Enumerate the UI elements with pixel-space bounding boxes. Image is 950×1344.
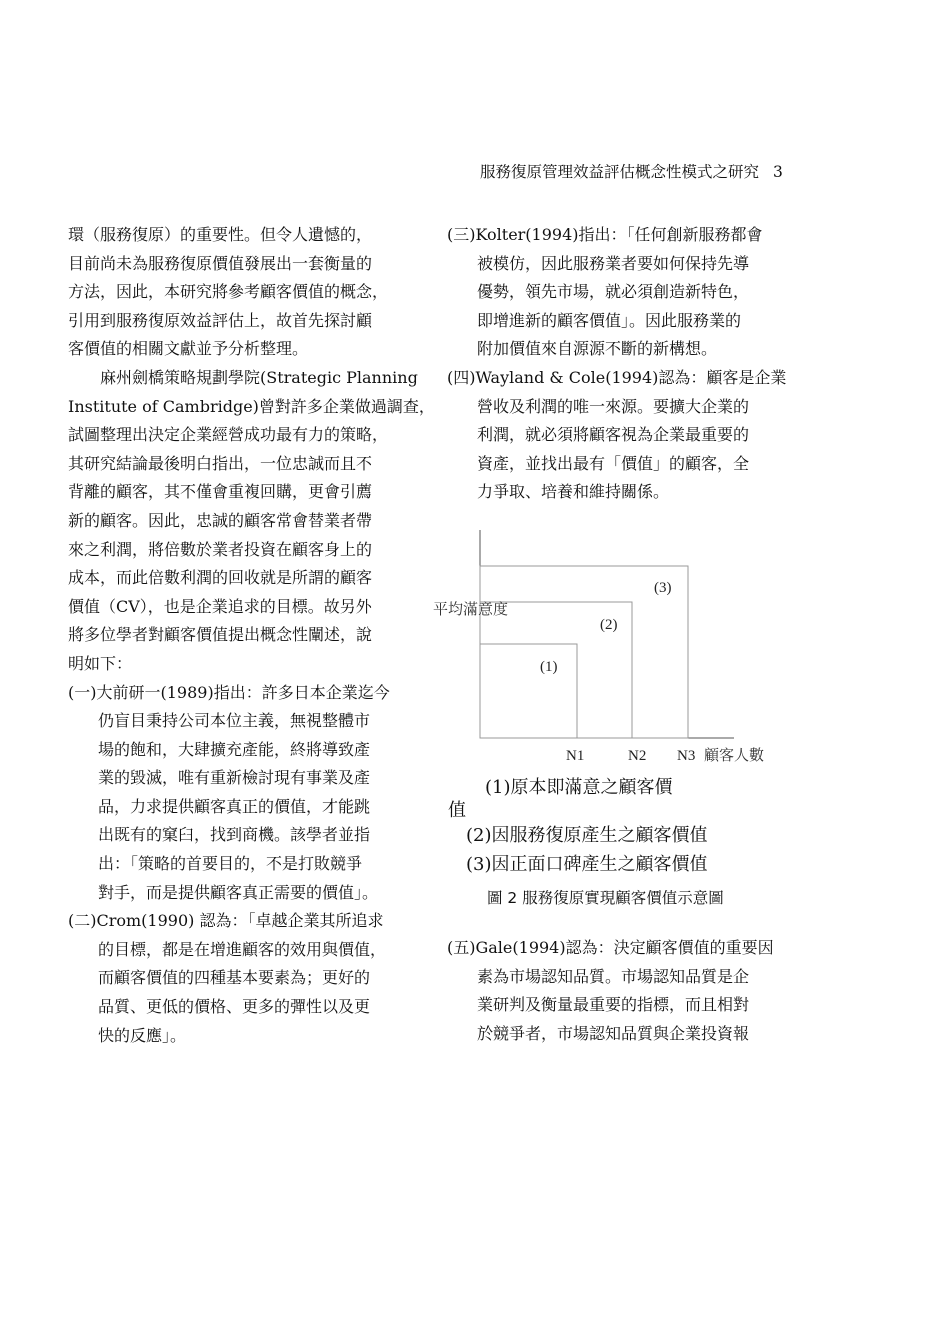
text-line: 麻州劍橋策略規劃學院(Strategic Planning xyxy=(68,367,418,387)
text-line: 資產，並找出最有「價值」的顧客，全 xyxy=(477,453,750,473)
text-line: 品質、更低的價格、更多的彈性以及更 xyxy=(98,997,371,1017)
text-line: 利潤，就必須將顧客視為企業最重要的 xyxy=(477,425,750,445)
text-line: 出：「策略的首要目的，不是打敗競爭 xyxy=(98,854,363,874)
figure-caption: 圖 2 服務復原實現顧客價值示意圖 xyxy=(487,889,724,907)
right-column-top xyxy=(447,221,792,507)
text-line: 優勢，領先市場，就必須創造新特色， xyxy=(477,282,750,302)
y-axis-label: 平均滿意度 xyxy=(433,600,509,618)
text-line: 附加價值來自源源不斷的新構想。 xyxy=(477,339,718,359)
legend-item-1a: (1)原本即滿意之顧客價 xyxy=(485,777,673,798)
text-line: 對手，而是提供顧客真正需要的價值」。 xyxy=(98,882,379,902)
list-item-heading: (四)Wayland & Cole(1994)認為：顧客是企業 xyxy=(447,367,787,387)
header-title: 服務復原管理效益評估概念性模式之研究 xyxy=(480,163,760,181)
text-line: 其研究結論最後明白指出，一位忠誠而且不 xyxy=(68,453,373,473)
text-line: 快的反應」。 xyxy=(98,1025,187,1045)
text-line: 成本，而此倍數利潤的回收就是所謂的顧客 xyxy=(68,568,373,588)
text-line: 而顧客價值的四種基本要素為；更好的 xyxy=(98,968,371,988)
text-line: 來之利潤，將倍數於業者投資在顧客身上的 xyxy=(68,539,373,559)
text-line: 出既有的窠臼，找到商機。該學者並指 xyxy=(98,825,371,845)
list-item-heading: (五)Gale(1994)認為：決定顧客價值的重要因 xyxy=(447,938,774,957)
text-line: 價值（CV），也是企業追求的目標。故另外 xyxy=(68,596,372,616)
legend-item-3: (3)因正面口碑產生之顧客價值 xyxy=(466,854,708,875)
text-line: 方法，因此，本研究將參考顧客價值的概念， xyxy=(68,282,389,302)
text-line: 試圖整理出決定企業經營成功最有力的策略， xyxy=(68,425,389,445)
text-line: 被模仿，因此服務業者要如何保持先導 xyxy=(477,253,750,273)
text-line: 素為市場認知品質。市場認知品質是企 xyxy=(477,966,750,986)
text-line: 力爭取、培養和維持關係。 xyxy=(477,482,670,502)
text-line: Institute of Cambridge)曾對許多企業做過調查， xyxy=(68,396,435,416)
running-header xyxy=(480,160,783,182)
page-number: 3 xyxy=(773,163,783,181)
x-axis-label: 顧客人數 xyxy=(704,746,765,764)
text-line: 的目標，都是在增進顧客的效用與價值， xyxy=(98,939,387,959)
text-line: 目前尚未為服務復原價值發展出一套衡量的 xyxy=(68,253,373,273)
text-line: 品，力求提供顧客真正的價值，才能跳 xyxy=(98,796,371,816)
text-line: 仍盲目秉持公司本位主義，無視整體市 xyxy=(98,711,371,731)
x-tick-n2: N2 xyxy=(628,748,647,764)
text-line: 引用到服務復原效益評估上，故首先探討顧 xyxy=(68,310,373,330)
right-column-bottom xyxy=(447,934,792,1048)
text-line: 即增進新的顧客價值」。因此服務業的 xyxy=(477,310,742,330)
text-line: 將多位學者對顧客價值提出概念性闡述，說 xyxy=(68,625,373,645)
list-item-heading: (三)Kolter(1994)指出：「任何創新服務都會 xyxy=(447,225,763,244)
x-tick-n3: N3 xyxy=(677,748,696,764)
text-line: 於競爭者，市場認知品質與企業投資報 xyxy=(477,1023,750,1043)
list-item-heading: (一)大前研一(1989)指出：許多日本企業迄今 xyxy=(68,682,390,702)
left-column xyxy=(68,221,435,1050)
box-label-2: (2) xyxy=(600,617,618,633)
text-line: 客價值的相關文獻並予分析整理。 xyxy=(68,339,309,359)
box-label-3: (3) xyxy=(654,580,672,596)
text-line: 新的顧客。因此，忠誠的顧客常會替業者帶 xyxy=(68,510,373,530)
legend-item-2: (2)因服務復原產生之顧客價值 xyxy=(466,825,708,846)
legend-item-1b: 值 xyxy=(448,800,466,821)
text-line: 營收及利潤的唯一來源。要擴大企業的 xyxy=(477,396,750,416)
text-line: 業的毀滅，唯有重新檢討現有事業及產 xyxy=(98,768,371,788)
box-1 xyxy=(480,644,577,738)
text-line: 背離的顧客，其不僅會重複回購，更會引薦 xyxy=(68,482,373,502)
box-label-1: (1) xyxy=(540,659,558,675)
text-line: 業研判及衡量最重要的指標，而且相對 xyxy=(477,995,750,1015)
text-line: 場的飽和，大肆擴充產能，終將導致產 xyxy=(98,739,371,759)
text-line: 明如下： xyxy=(68,653,133,673)
text-line: 環（服務復原）的重要性。但令人遺憾的， xyxy=(68,225,373,244)
figure-2-diagram xyxy=(430,525,790,775)
list-item-heading: (二)Crom(1990) 認為：「卓越企業其所追求 xyxy=(68,911,384,931)
x-tick-n1: N1 xyxy=(566,748,585,764)
